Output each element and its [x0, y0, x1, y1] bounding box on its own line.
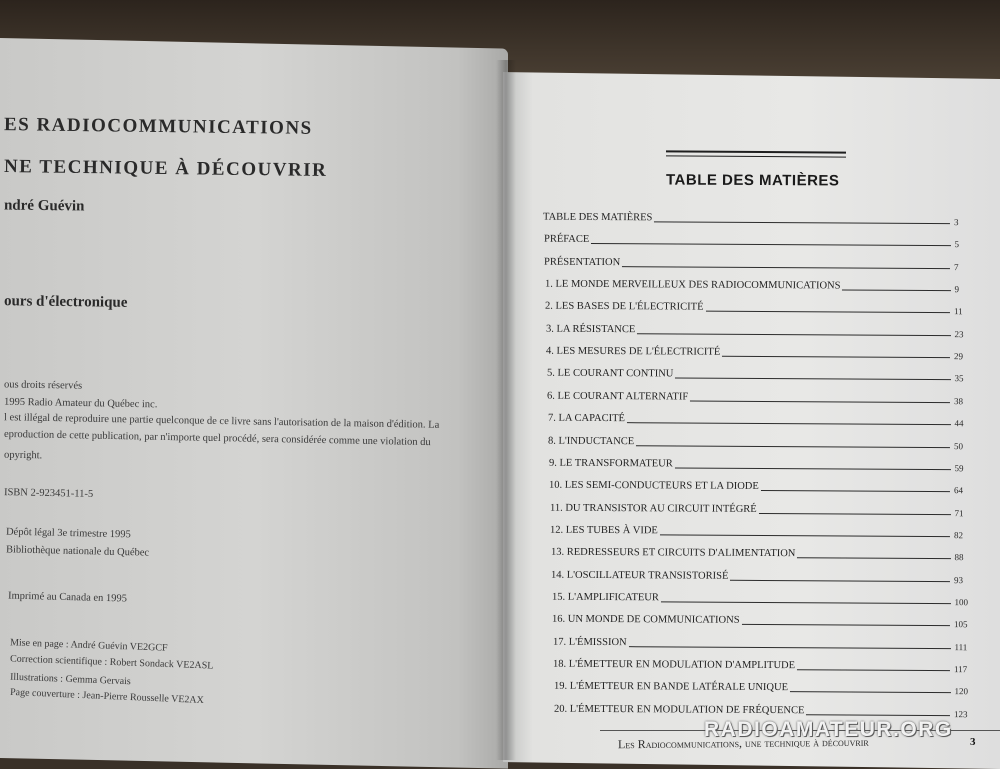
toc-leader-line — [758, 513, 950, 515]
toc-entry-page: 7 — [953, 261, 959, 272]
toc-entry-title: 1. LE MONDE MERVEILLEUX DES RADIOCOMMUNICATIONS — [544, 278, 841, 292]
book-title-line1: ES RADIOCOMMUNICATIONS — [3, 114, 313, 139]
toc-entry — [552, 613, 978, 630]
toc-leader-line — [796, 557, 950, 559]
toc-entry — [550, 546, 978, 563]
toc-leader-line — [742, 624, 950, 626]
toc-entry — [547, 412, 978, 429]
toc-entry-page: 11 — [953, 306, 963, 317]
toc-entry — [546, 345, 978, 362]
course-subtitle: ours d'électronique — [3, 293, 128, 311]
toc-entry — [550, 524, 978, 541]
toc-leader-line — [806, 714, 950, 716]
toc-entry-page: 35 — [953, 373, 964, 384]
toc-entry-page: 23 — [953, 328, 964, 339]
library: Bibliothèque nationale du Québec — [5, 544, 150, 559]
toc-entry-title: 6. LE COURANT ALTERNATIF — [546, 390, 689, 403]
toc-leader-line — [622, 266, 950, 269]
toc-entry-title: 14. L'OSCILLATEUR TRANSISTORISÉ — [550, 569, 729, 582]
copyright-line: opyright. — [3, 449, 43, 462]
book-title-line2: NE TECHNIQUE À DÉCOUVRIR — [3, 156, 328, 181]
toc-entry — [554, 702, 978, 719]
copyright-line: 1995 Radio Amateur du Québec inc. — [3, 396, 158, 411]
toc-heading: TABLE DES MATIÈRES — [665, 171, 840, 190]
toc-entry — [551, 568, 978, 585]
book-gutter — [496, 60, 516, 760]
toc-entry-page: 59 — [953, 463, 964, 474]
watermark: RADIOAMATEUR.ORG — [704, 718, 953, 741]
toc-entry — [549, 479, 978, 496]
toc-entry-title: 8. L'INDUCTANCE — [547, 435, 635, 447]
toc-entry-title: 12. LES TUBES À VIDE — [549, 524, 658, 537]
toc-entry-page: 123 — [953, 708, 968, 719]
toc-entry-title: 4. LES MESURES DE L'ÉLECTRICITÉ — [545, 345, 721, 358]
isbn: ISBN 2-923451-11-5 — [3, 487, 94, 500]
toc-entry-title: 15. L'AMPLIFICATEUR — [551, 591, 659, 604]
toc-entry-title: 18. L'ÉMETTEUR EN MODULATION D'AMPLITUDE — [552, 658, 796, 672]
toc-leader-line — [628, 646, 950, 649]
toc-entry-title: 7. LA CAPACITÉ — [547, 412, 625, 425]
copyright-line: eproduction de cette publication, par n'importe quel procédé, sera considérée comme une violation du — [3, 428, 431, 449]
copyright-line: l est illégal de reproduire une partie quelconque de ce livre sans l'autorisation de la maison d'édition. La — [3, 412, 440, 431]
toc-leader-line — [730, 579, 950, 581]
toc-leader-line — [674, 378, 950, 381]
toc-entry-title: 9. LE TRANSFORMATEUR — [548, 457, 673, 470]
printed-in: Imprimé au Canada en 1995 — [7, 590, 128, 605]
credit-line: Correction scientifique : Robert Sondack VE2ASL — [9, 653, 214, 672]
toc-entry-page: 93 — [953, 574, 964, 585]
toc-entry-page: 105 — [953, 619, 968, 630]
toc-leader-line — [660, 534, 950, 537]
toc-entry-title: 13. REDRESSEURS ET CIRCUITS D'ALIMENTATION — [550, 546, 795, 560]
toc-entry — [547, 389, 978, 406]
toc-leader-line — [626, 422, 950, 425]
toc-leader-line — [674, 467, 950, 470]
toc-leader-line — [660, 601, 950, 604]
toc-entry-title: 10. LES SEMI-CONDUCTEURS ET LA DIODE — [548, 479, 759, 493]
toc-entry-page: 29 — [953, 351, 964, 362]
toc-leader-line — [636, 333, 950, 336]
toc-leader-line — [789, 691, 950, 693]
toc-entry-page: 117 — [953, 664, 968, 675]
toc-entry-page: 82 — [953, 530, 964, 541]
toc-leader-line — [841, 290, 950, 292]
toc-leader-line — [706, 311, 950, 313]
credit-line: Illustrations : Gemma Gervais — [9, 671, 131, 688]
toc-entry — [549, 501, 978, 518]
author-name: ndré Guévin — [3, 197, 85, 215]
toc-entry-page: 50 — [953, 440, 964, 451]
toc-entry — [544, 255, 978, 272]
toc-entry — [543, 211, 978, 228]
toc-entry-title: PRÉFACE — [543, 234, 589, 246]
toc-entry-page: 100 — [953, 597, 968, 608]
toc-entry-title: 2. LES BASES DE L'ÉLECTRICITÉ — [544, 301, 704, 314]
toc-entry-title: 17. L'ÉMISSION — [552, 636, 627, 648]
running-footer: Les Radiocommunications, une technique à découvrir — [617, 734, 869, 752]
page-number: 3 — [970, 736, 976, 748]
toc-entry — [551, 591, 978, 608]
toc-entry-title: 16. UN MONDE DE COMMUNICATIONS — [551, 613, 740, 627]
toc-entry — [545, 322, 978, 339]
toc-entry-title: 19. L'ÉMETTEUR EN BANDE LATÉRALE UNIQUE — [553, 681, 788, 694]
toc-entry — [544, 278, 978, 295]
toc-leader-line — [722, 356, 950, 358]
toc-leader-line — [590, 243, 949, 246]
toc-leader-line — [797, 669, 950, 671]
credit-line: Mise en page : André Guévin VE2GCF — [9, 637, 168, 654]
toc-leader-line — [690, 400, 950, 403]
toc-entry-page: 5 — [953, 239, 959, 250]
toc-entry-title: 11. DU TRANSISTOR AU CIRCUIT INTÉGRÉ — [549, 502, 757, 515]
toc-leader-line — [636, 445, 950, 448]
toc-entry-page: 71 — [953, 507, 964, 518]
toc-entry — [548, 457, 978, 474]
toc-entry-page: 44 — [953, 418, 964, 429]
toc-leader-line — [654, 221, 950, 224]
toc-entry-page: 9 — [953, 284, 959, 295]
toc-entry-title: TABLE DES MATIÈRES — [542, 211, 653, 224]
toc-entry-page: 88 — [953, 552, 964, 563]
toc-leader-line — [761, 490, 950, 492]
toc-entry-page: 64 — [953, 485, 964, 496]
toc-entry — [548, 434, 978, 451]
toc-entry-title: 3. LA RÉSISTANCE — [545, 323, 635, 335]
toc-entry — [553, 658, 978, 675]
toc-entry-page: 3 — [953, 217, 959, 228]
toc-entry — [552, 635, 978, 652]
legal-deposit: Dépôt légal 3e trimestre 1995 — [5, 526, 131, 541]
toc-entry-page: 120 — [953, 686, 968, 697]
toc-entry-page: 38 — [953, 395, 964, 407]
toc-entry-title: 5. LE COURANT CONTINU — [546, 368, 673, 380]
toc-entry-title: 20. L'ÉMETTEUR EN MODULATION DE FRÉQUENCE — [553, 703, 805, 716]
toc-entry-page: 111 — [953, 641, 967, 652]
credit-line: Page couverture : Jean-Pierre Rousselle VE2AX — [9, 686, 205, 707]
copyright-line: ous droits réservés — [3, 379, 83, 392]
toc-entry-title: PRÉSENTATION — [543, 256, 621, 268]
